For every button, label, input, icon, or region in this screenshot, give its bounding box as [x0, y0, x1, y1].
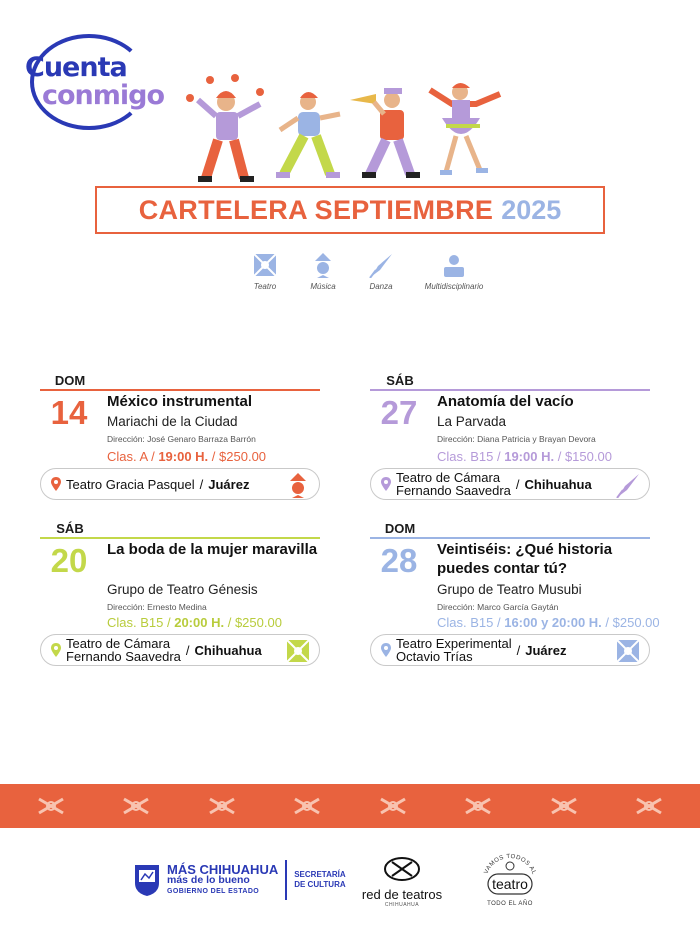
red-de-teatros-icon: [634, 795, 664, 817]
event-company: La Parvada: [437, 414, 507, 429]
cuenta-conmigo-logo: [22, 30, 172, 132]
red-de-teatros-icon: [549, 795, 579, 817]
venue-separator: /: [515, 476, 520, 492]
title-year: 2025: [501, 194, 562, 225]
genre-legend: [244, 252, 490, 291]
event-card: [370, 373, 655, 513]
musica-icon: [310, 252, 336, 278]
event-direction: Dirección: Marco García Gaytán: [437, 602, 559, 612]
venue-separator: /: [185, 642, 190, 658]
title-main: CARTELERA SEPTIEMBRE: [138, 194, 494, 225]
event-divider: [370, 389, 650, 391]
event-title: La boda de la mujer maravilla: [107, 541, 318, 558]
event-card: [40, 373, 325, 513]
teatro-icon: [285, 638, 311, 664]
red-de-teatros-logo: [350, 856, 454, 908]
venue-city: Juárez: [525, 642, 567, 658]
danza-icon: [368, 252, 394, 278]
event-title: Veintiséis: ¿Qué historia puedes contar tú?: [437, 541, 613, 577]
event-time: 19:00 H.: [158, 449, 209, 464]
sponsors-footer: [0, 850, 700, 920]
map-pin-icon: [51, 643, 61, 657]
event-classification: Clas. B15: [437, 449, 494, 464]
logo-divider: [285, 860, 287, 900]
event-time: 20:00 H.: [174, 615, 225, 630]
decorative-band: [0, 784, 700, 828]
event-divider: [40, 537, 320, 539]
juggler-figure: [186, 74, 264, 182]
event-price: $150.00: [564, 449, 612, 464]
page-title: [95, 186, 605, 234]
venue-city: Chihuahua: [524, 476, 592, 492]
venue-name: Teatro de Cámara Fernando Saavedra: [396, 470, 511, 498]
legend-label-multidisciplinario: Multidisciplinario: [424, 282, 484, 291]
venue-name: Teatro Gracia Pasquel: [66, 476, 195, 492]
event-title: México instrumental: [107, 393, 253, 410]
event-divider: [40, 389, 320, 391]
event-classification: Clas. A: [107, 449, 148, 464]
venue-city: Juárez: [208, 476, 250, 492]
legend-label-musica: Música: [310, 282, 336, 291]
legend-item-teatro: [244, 252, 286, 291]
red-de-teatros-icon: [207, 795, 237, 817]
dancer-figure: [430, 83, 500, 175]
legend-label-danza: Danza: [369, 282, 393, 291]
vt-bottom: TODO EL AÑO: [487, 901, 533, 907]
event-divider: [370, 537, 650, 539]
legend-item-multidisciplinario: [418, 252, 490, 291]
vt-main: teatro: [492, 876, 528, 892]
event-time: 16:00 y 20:00 H.: [504, 615, 602, 630]
red-de-teatros-name: red de teatros: [361, 887, 443, 902]
logo-line-2: conmigo: [42, 80, 165, 111]
venue-name: Teatro de Cámara Fernando Saavedra: [66, 636, 181, 664]
event-company: Mariachi de la Ciudad: [107, 414, 238, 429]
event-date: 27: [380, 394, 418, 431]
danza-icon: [615, 472, 641, 498]
red-de-teatros-sub: CHIHUAHUA: [384, 902, 420, 908]
multidisciplinario-icon: [441, 252, 467, 278]
event-price: $250.00: [219, 449, 267, 464]
gov-line-3: GOBIERNO DEL ESTADO: [167, 887, 260, 895]
event-price-line: Clas. B15 / 19:00 H. / $150.00: [437, 449, 612, 464]
event-date: 28: [380, 542, 418, 579]
map-pin-icon: [381, 643, 391, 657]
legend-label-teatro: Teatro: [253, 282, 277, 291]
venue-city: Chihuahua: [194, 642, 262, 658]
venue-name: Teatro Experimental Octavio Trías: [396, 636, 512, 664]
event-price-line: Clas. B15 / 20:00 H. / $250.00: [107, 615, 282, 630]
event-day: SÁB: [56, 521, 84, 536]
secretaria-logo: SECRETARÍA DE CULTURA: [294, 870, 346, 889]
map-pin-icon: [51, 477, 61, 491]
event-date: 20: [50, 542, 88, 579]
event-direction: Dirección: Diana Patricia y Brayan Devora: [437, 434, 596, 444]
walker-figure: [276, 92, 340, 178]
legend-item-danza: [360, 252, 402, 291]
event-classification: Clas. B15: [107, 615, 164, 630]
trumpeter-figure: [350, 88, 420, 178]
event-venue[interactable]: [370, 634, 650, 666]
event-time: 19:00 H.: [504, 449, 555, 464]
red-de-teatros-icon: [378, 795, 408, 817]
event-card: [40, 521, 325, 664]
event-price-line: Clas. A / 19:00 H. / $250.00: [107, 449, 267, 464]
event-price: $250.00: [234, 615, 282, 630]
red-de-teatros-icon: [292, 795, 322, 817]
event-day: DOM: [54, 373, 86, 388]
map-pin-icon: [381, 477, 391, 491]
performers-illustration: [180, 70, 520, 190]
venue-separator: /: [199, 476, 204, 492]
event-date: 14: [50, 394, 88, 431]
legend-item-musica: [302, 252, 344, 291]
event-company: Grupo de Teatro Génesis: [107, 582, 258, 597]
event-venue[interactable]: [370, 468, 650, 500]
musica-icon: [285, 472, 311, 498]
red-de-teatros-icon: [121, 795, 151, 817]
teatro-icon: [252, 252, 278, 278]
gov-line-1: MÁS CHIHUAHUA: [167, 861, 279, 877]
event-title: Anatomía del vacío: [437, 393, 574, 410]
teatro-icon: [615, 638, 641, 664]
vamos-todos-al-teatro-logo: [474, 852, 546, 912]
event-venue[interactable]: [40, 634, 320, 666]
shield-icon: [133, 863, 161, 897]
svg-text:VAMOS TODOS AL: VAMOS TODOS AL: [483, 853, 537, 876]
event-card: [370, 521, 660, 664]
event-company: Grupo de Teatro Musubi: [437, 582, 582, 597]
event-price: $250.00: [612, 615, 660, 630]
event-direction: Dirección: Ernesto Medina: [107, 602, 207, 612]
event-day: SÁB: [386, 373, 414, 388]
red-de-teatros-icon: [382, 856, 422, 882]
event-classification: Clas. B15: [437, 615, 494, 630]
gov-line-2: más de lo bueno: [167, 873, 250, 886]
venue-separator: /: [516, 642, 521, 658]
event-venue[interactable]: [40, 468, 320, 500]
event-price-line: Clas. B15 / 16:00 y 20:00 H. / $250.00: [437, 615, 660, 630]
event-direction: Dirección: José Genaro Barraza Barrón: [107, 434, 256, 444]
logo-line-1: Cuenta: [25, 52, 127, 83]
red-de-teatros-icon: [36, 795, 66, 817]
gobierno-logo: [133, 860, 346, 900]
red-de-teatros-icon: [463, 795, 493, 817]
event-day: DOM: [384, 521, 416, 536]
